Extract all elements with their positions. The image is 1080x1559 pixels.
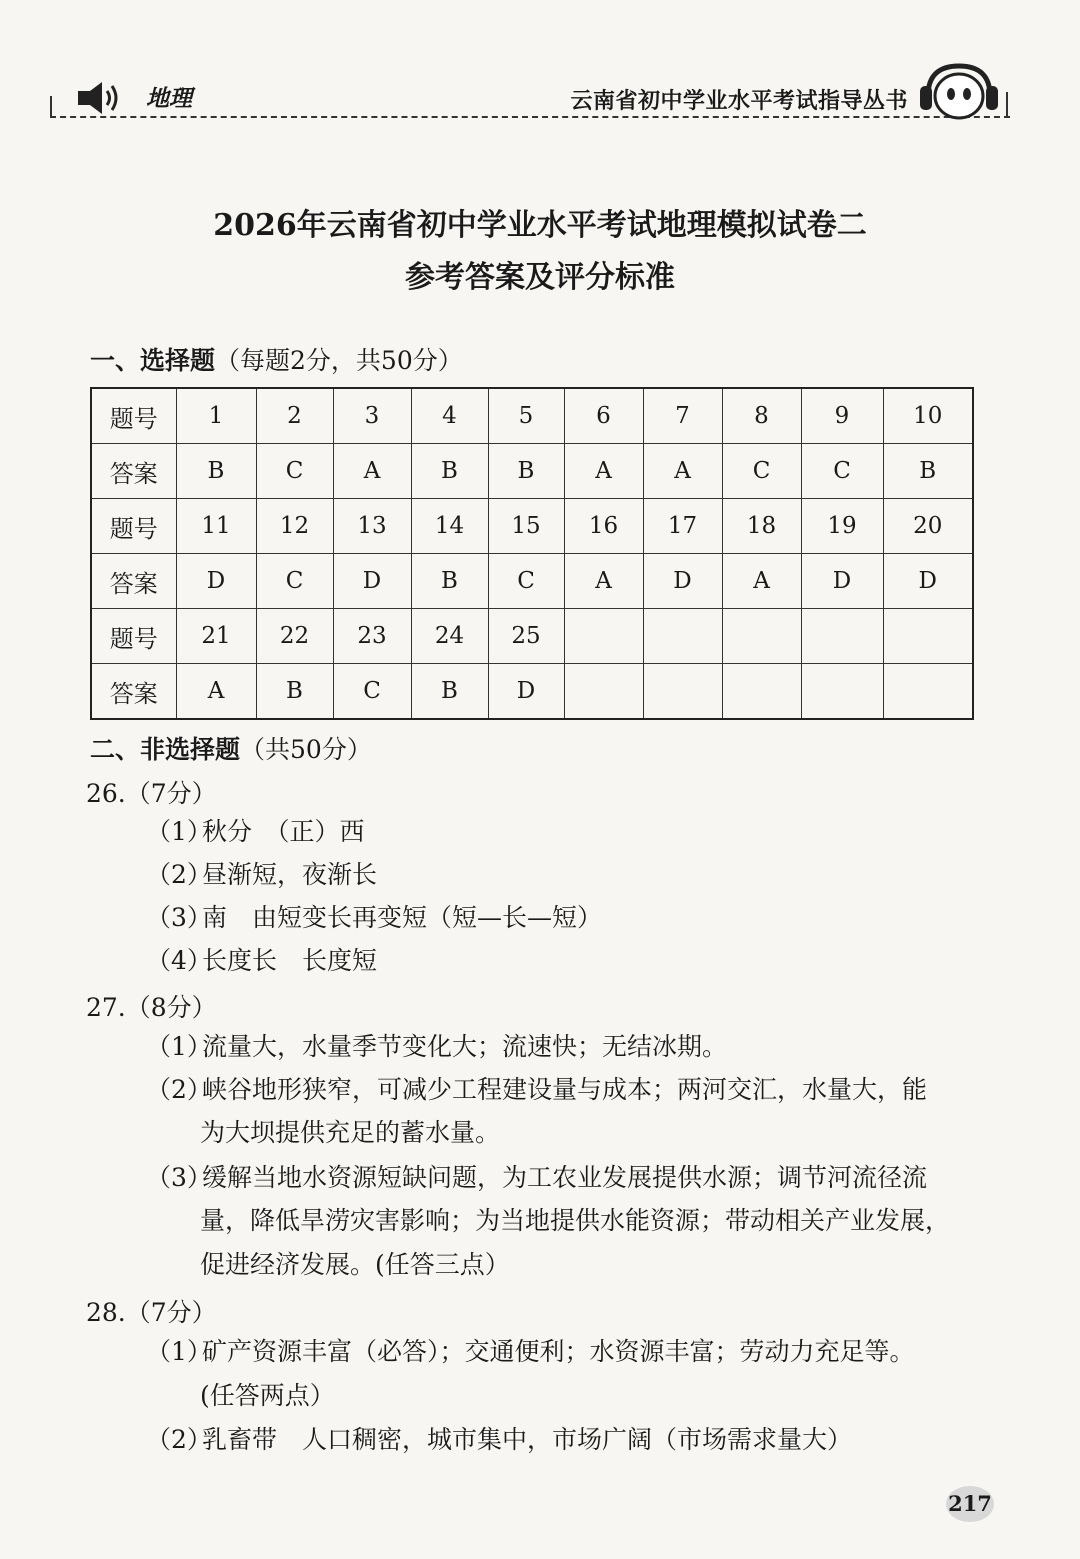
header-left-bracket [50,96,52,118]
table-cell: D [176,554,256,609]
table-cell: 11 [176,499,256,554]
table-cell: D [333,554,411,609]
table-cell: 10 [883,388,973,444]
table-cell: A [643,444,722,499]
table-cell: 6 [564,388,643,444]
table-cell: 20 [883,499,973,554]
table-cell: B [488,444,564,499]
table-row [91,388,973,444]
row-label: 题号 [91,499,176,554]
q28-item-2: （2）乳畜带 人口稠密，城市集中，市场广阔（市场需求量大） [146,1425,853,1454]
row-label: 题号 [91,388,176,444]
table-cell: 2 [256,388,333,444]
table-cell: 16 [564,499,643,554]
table-cell: B [256,664,333,720]
table-cell [564,609,643,664]
q27-item-3-cont2: 促进经济发展。(任答三点） [200,1250,510,1279]
header-right-bracket [1006,92,1008,118]
q27-item-2-cont: 为大坝提供充足的蓄水量。 [200,1118,501,1147]
question-28-number: 28.（7分） [86,1298,217,1327]
question-26-number: 26.（7分） [86,779,217,808]
page-subtitle: 参考答案及评分标准 [405,260,675,295]
table-cell [801,609,883,664]
table-cell: C [256,444,333,499]
table-cell: 5 [488,388,564,444]
table-cell: C [333,664,411,720]
table-cell: B [411,554,488,609]
q27-item-3-cont: 量，降低旱涝灾害影响；为当地提供水能资源；带动相关产业发展， [200,1206,951,1235]
table-cell: 21 [176,609,256,664]
row-label: 答案 [91,554,176,609]
page-number: 217 [946,1486,994,1522]
table-cell: C [801,444,883,499]
table-cell: B [883,444,973,499]
table-cell: A [333,444,411,499]
table-cell [564,664,643,720]
section-heading-nonchoice [90,730,372,766]
table-cell: 23 [333,609,411,664]
table-cell: A [564,444,643,499]
row-label: 答案 [91,444,176,499]
table-cell [801,664,883,720]
q27-item-1: （1）流量大，水量季节变化大；流速快；无结冰期。 [146,1032,728,1061]
q28-item-1-cont: (任答两点） [200,1381,335,1410]
headphone-mascot-icon [916,62,1002,122]
table-cell [722,664,801,720]
row-label: 答案 [91,664,176,720]
table-cell: 8 [722,388,801,444]
table-cell [883,609,973,664]
q26-item-1: （1）秋分 （正）西 [146,817,365,846]
section-heading-choice [90,341,463,377]
page-title: 2026年云南省初中学业水平考试地理模拟试卷二 [213,208,867,243]
table-row [91,499,973,554]
q26-item-3: （3）南 由短变长再变短（短—长—短） [146,903,603,932]
table-cell: B [411,444,488,499]
table-cell: C [488,554,564,609]
q28-item-1: （1）矿产资源丰富（必答）；交通便利；水资源丰富；劳动力充足等。 [146,1337,915,1366]
table-cell: 14 [411,499,488,554]
table-cell: B [176,444,256,499]
table-cell: D [883,554,973,609]
table-cell: 19 [801,499,883,554]
table-cell: D [643,554,722,609]
header-subject: 地理 [146,86,192,112]
table-cell: 24 [411,609,488,664]
table-cell [643,609,722,664]
row-label: 题号 [91,609,176,664]
table-cell: 9 [801,388,883,444]
table-cell: D [488,664,564,720]
q26-item-4: （4）长度长 长度短 [146,946,378,975]
section-note: （共50分） [240,735,372,764]
table-cell: 13 [333,499,411,554]
table-cell: 17 [643,499,722,554]
table-cell: 1 [176,388,256,444]
table-cell: 12 [256,499,333,554]
section-note: （每题2分，共50分） [215,346,463,375]
speaker-icon [76,80,124,116]
table-cell: D [801,554,883,609]
answer-table [90,387,974,720]
table-cell: 7 [643,388,722,444]
header-series-title: 云南省初中学业水平考试指导丛书 [570,89,908,114]
q27-item-2: （2）峡谷地形狭窄，可减少工程建设量与成本；两河交汇，水量大，能 [146,1075,928,1104]
table-row [91,444,973,499]
table-cell: 4 [411,388,488,444]
table-cell: 22 [256,609,333,664]
table-cell [643,664,722,720]
table-cell: A [722,554,801,609]
table-cell: C [722,444,801,499]
table-row [91,554,973,609]
section-title: 一、选择题 [90,346,216,375]
table-cell: A [564,554,643,609]
q27-item-3: （3）缓解当地水资源短缺问题，为工农业发展提供水源；调节河流径流 [146,1163,928,1192]
table-cell: 18 [722,499,801,554]
table-cell: C [256,554,333,609]
table-cell: 25 [488,609,564,664]
table-cell [722,609,801,664]
question-27-number: 27.（8分） [86,993,217,1022]
table-cell [883,664,973,720]
table-cell: B [411,664,488,720]
table-cell: 15 [488,499,564,554]
table-cell: 3 [333,388,411,444]
section-title: 二、非选择题 [90,735,241,764]
table-row [91,664,973,720]
table-cell: A [176,664,256,720]
table-row [91,609,973,664]
q26-item-2: （2）昼渐短，夜渐长 [146,860,378,889]
header-dashed-line [50,116,1010,118]
